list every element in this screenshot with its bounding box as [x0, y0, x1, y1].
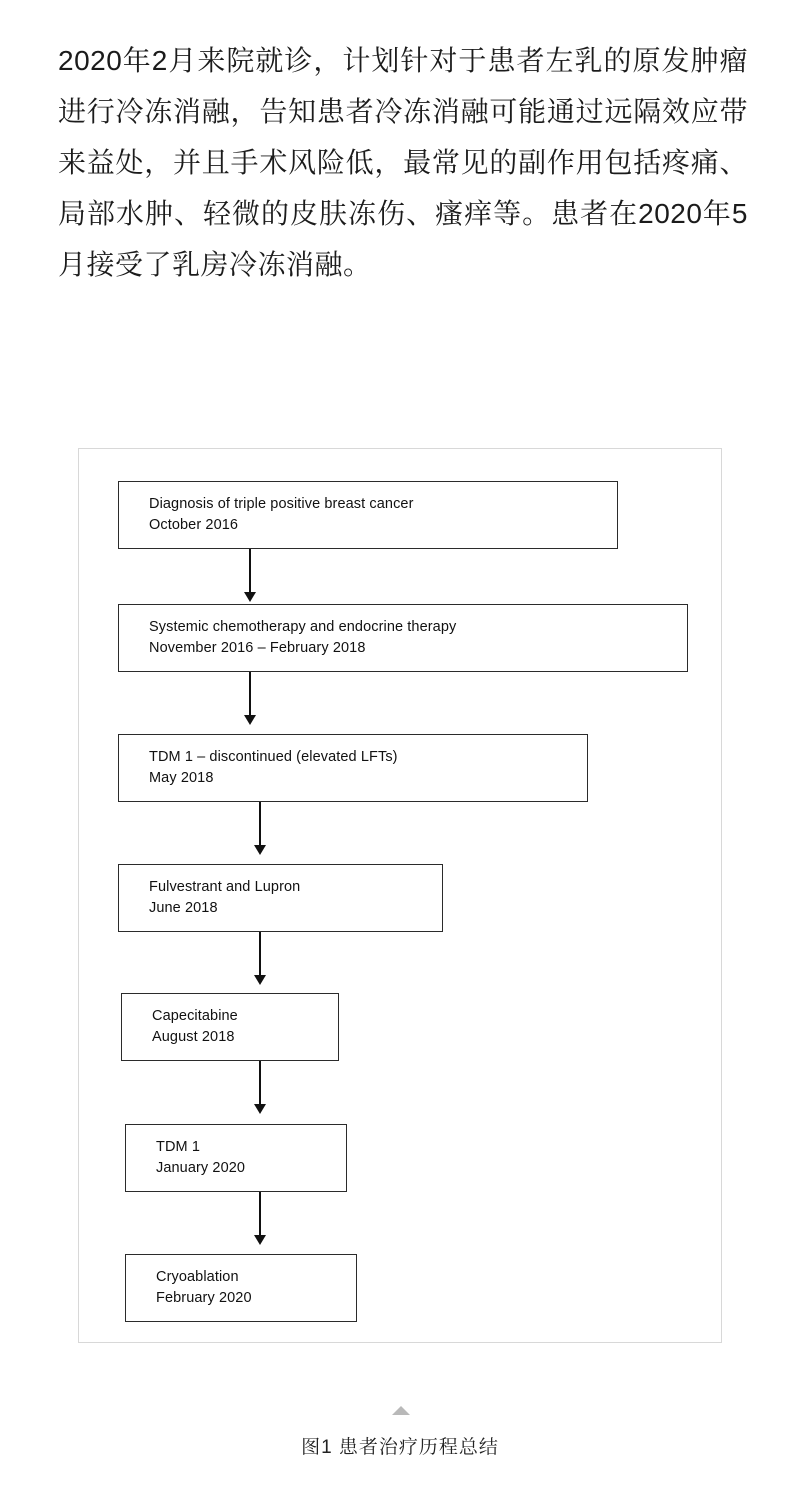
flow-node-fulvestrant-lupron	[118, 864, 443, 932]
flow-node-date: June 2018	[149, 900, 218, 917]
flow-node-title: TDM 1 – discontinued (elevated LFTs)	[149, 749, 398, 765]
flow-arrow-5	[259, 1061, 261, 1105]
flow-node-tdm1-discontinued	[118, 734, 588, 802]
figure-caption: 图1 患者治疗历程总结	[301, 1437, 499, 1458]
flow-node-title: Fulvestrant and Lupron	[149, 879, 301, 895]
flow-arrow-2	[249, 672, 251, 716]
flow-node-diagnosis	[118, 481, 618, 549]
flow-arrow-3	[259, 802, 261, 846]
flow-node-cryoablation	[125, 1254, 357, 1322]
flow-node-title: TDM 1	[156, 1139, 200, 1155]
flow-node-title: Diagnosis of triple positive breast cancer	[149, 496, 414, 512]
flow-node-systemic-therapy	[118, 604, 688, 672]
flow-arrow-1	[249, 549, 251, 593]
caret-up-icon	[392, 1406, 410, 1415]
flow-arrow-4	[259, 932, 261, 976]
flow-node-date: October 2016	[149, 517, 239, 534]
flow-node-date: January 2020	[156, 1160, 246, 1177]
flow-node-date: August 2018	[152, 1029, 235, 1046]
figure-container	[78, 448, 722, 1343]
flow-node-date: November 2016 – February 2018	[149, 640, 366, 657]
flow-node-date: February 2020	[156, 1290, 252, 1307]
flow-node-title: Systemic chemotherapy and endocrine therapy	[149, 619, 457, 635]
flow-node-title: Capecitabine	[152, 1008, 238, 1024]
flow-node-capecitabine	[121, 993, 339, 1061]
treatment-flowchart	[79, 449, 721, 1342]
flow-node-tdm1	[125, 1124, 347, 1192]
flow-arrow-6	[259, 1192, 261, 1236]
article-paragraph: 2020年2月来院就诊，计划针对于患者左乳的原发肿瘤进行冷冻消融，告知患者冷冻消融可能通过远隔效应带来益处，并且手术风险低，最常见的副作用包括疼痛、局部水肿、轻微的皮肤冻伤、瘙痒等。患者在2020年5月接受了乳房冷冻消融。	[58, 45, 748, 280]
flow-node-date: May 2018	[149, 770, 214, 787]
flow-node-title: Cryoablation	[156, 1269, 239, 1285]
